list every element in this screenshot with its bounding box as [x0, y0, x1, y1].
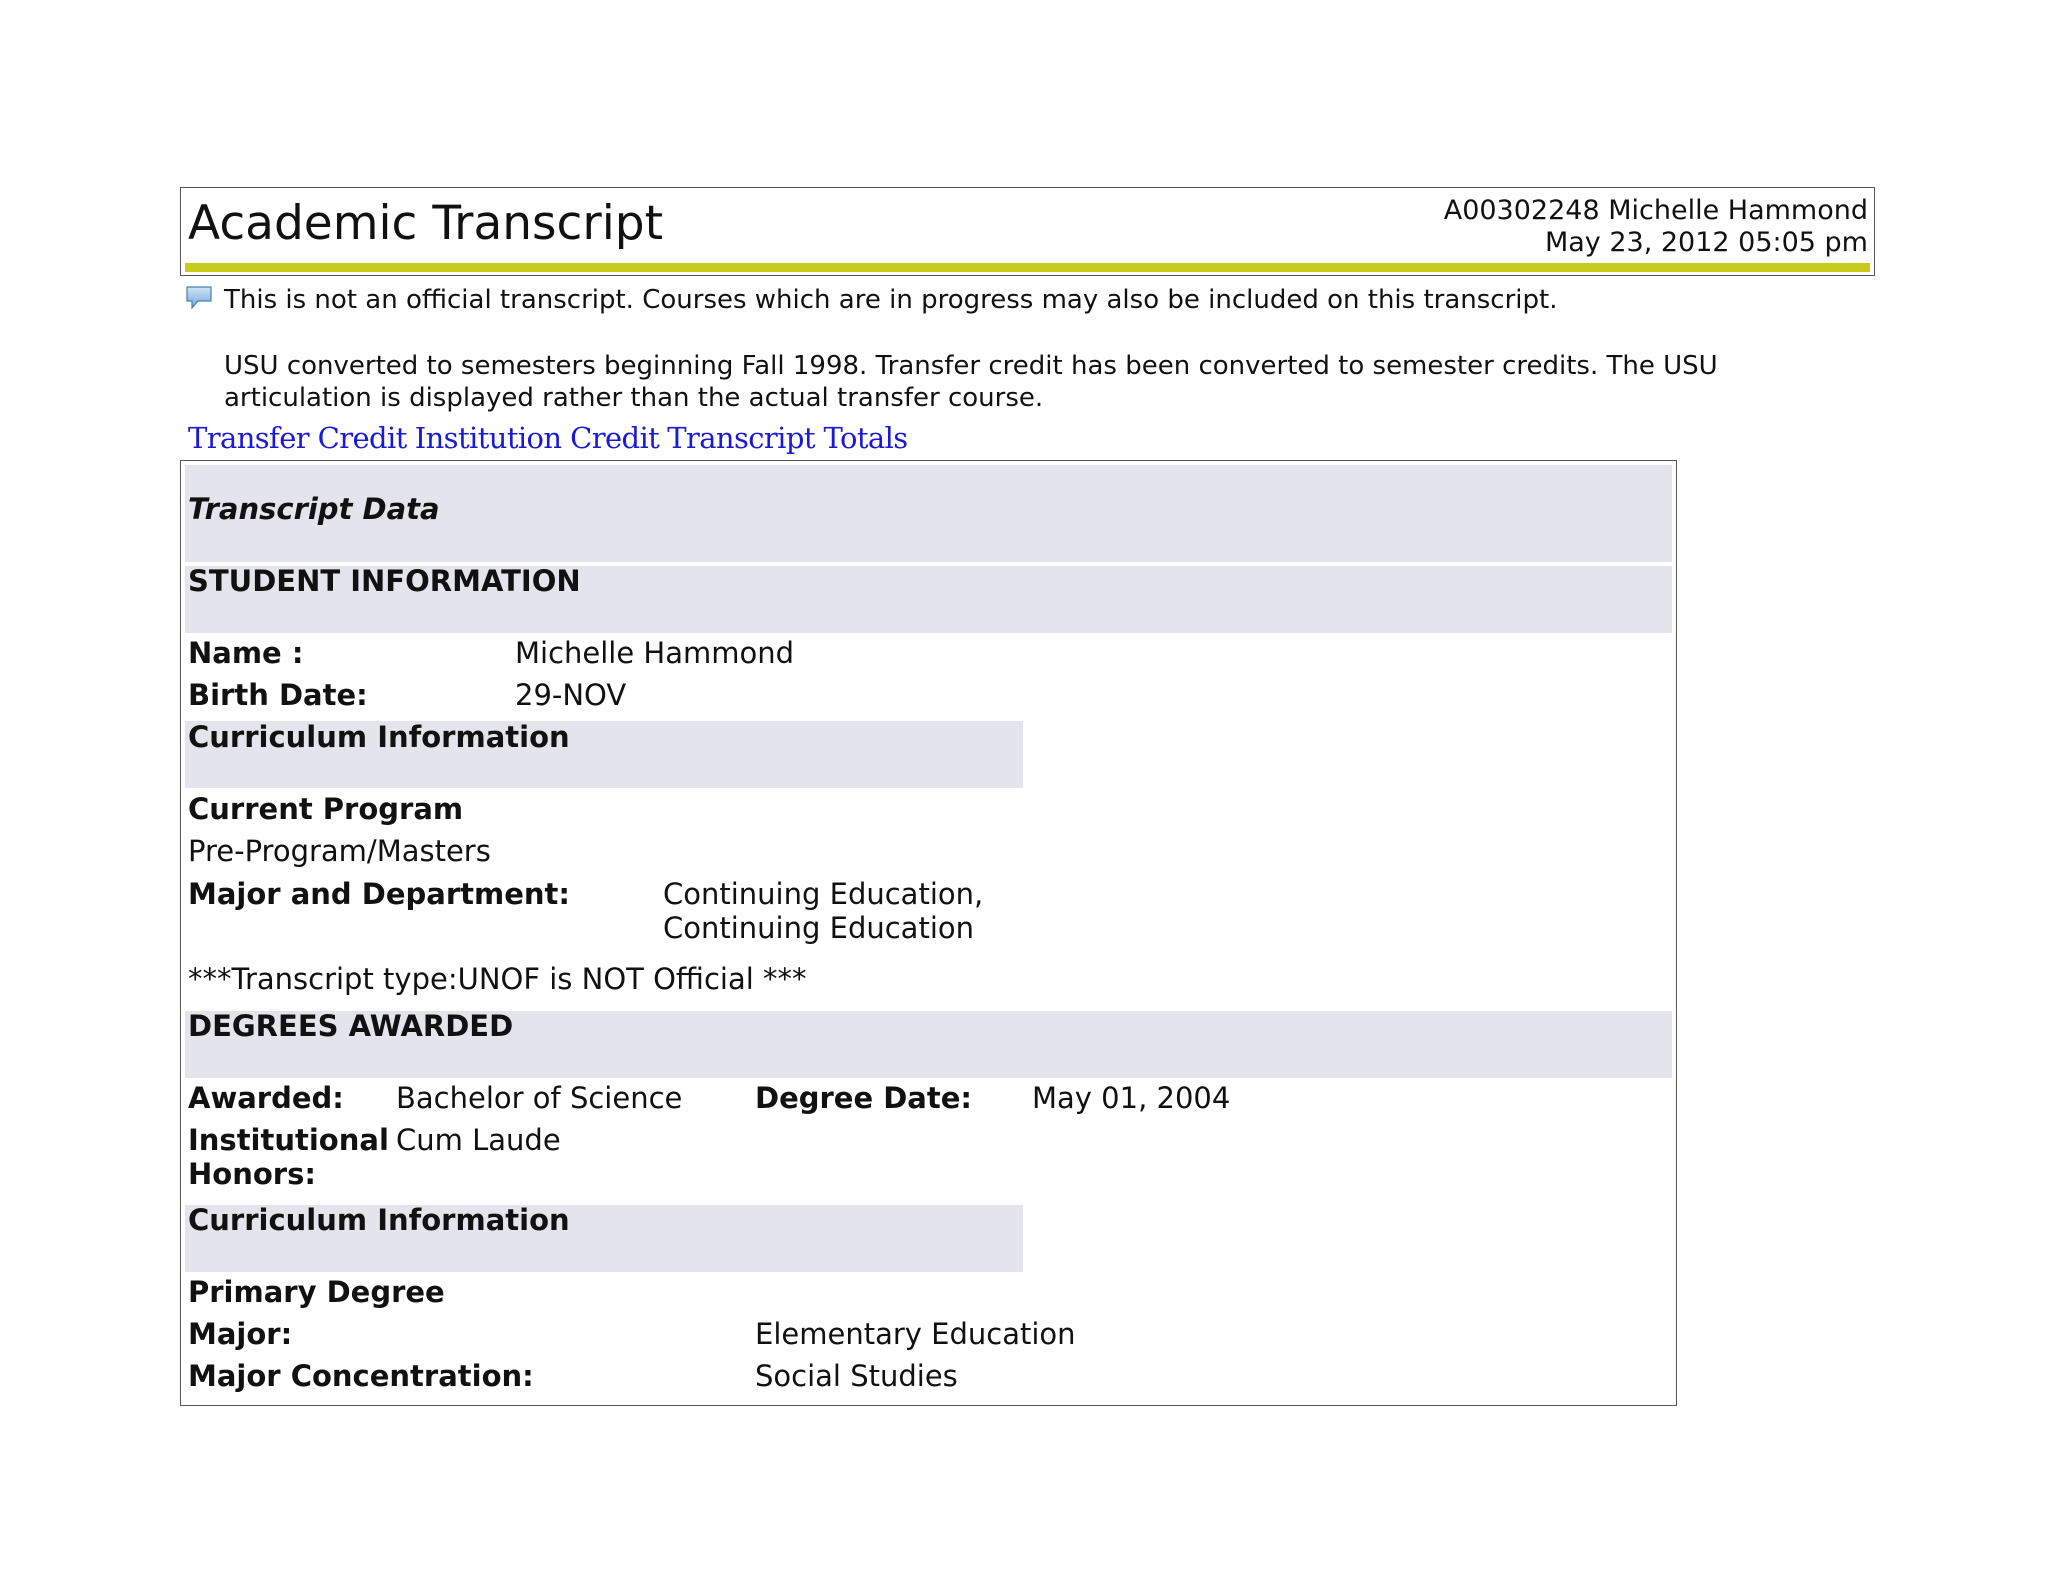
- transcript-type: ***Transcript type:UNOF is NOT Official ***: [188, 962, 807, 996]
- curriculum-heading: Curriculum Information: [188, 720, 570, 754]
- transcript-data-table: [180, 460, 1677, 1406]
- student-info-heading: STUDENT INFORMATION: [188, 564, 581, 598]
- notice-line: [180, 284, 1877, 316]
- transfer-credit-link[interactable]: Transfer Credit: [188, 421, 407, 455]
- institution-credit-link[interactable]: Institution Credit: [414, 421, 660, 455]
- major-department-value-1: Continuing Education,: [663, 877, 984, 911]
- info-line-2: articulation is displayed rather than the actual transfer course.: [224, 383, 1044, 413]
- transcript-header: [180, 187, 1875, 276]
- honors-label-1: Institutional: [188, 1123, 389, 1157]
- transcript-totals-link[interactable]: Transcript Totals: [667, 421, 908, 455]
- info-line-1: USU converted to semesters beginning Fall 1998. Transfer credit has been converted to semester credits. The USU: [224, 351, 1718, 381]
- student-id-name: A00302248 Michelle Hammond: [1443, 195, 1868, 226]
- degree-date-label: Degree Date:: [755, 1081, 973, 1115]
- degrees-awarded-heading: DEGREES AWARDED: [188, 1009, 514, 1043]
- section-title: Transcript Data: [188, 492, 440, 526]
- honors-label-2: Honors:: [188, 1157, 316, 1191]
- degree-curriculum-heading: Curriculum Information: [188, 1203, 570, 1237]
- header-meta: [1444, 195, 1868, 259]
- primary-degree-heading: Primary Degree: [188, 1275, 445, 1309]
- degree-major-value: Elementary Education: [755, 1317, 1076, 1351]
- birth-date-label: Birth Date:: [188, 678, 368, 712]
- birth-date-value: 29-NOV: [515, 678, 627, 712]
- transcript-page: [180, 187, 1877, 1406]
- transcript-nav: [188, 420, 1877, 456]
- degree-date-value: May 01, 2004: [1032, 1081, 1231, 1115]
- major-department-label: Major and Department:: [188, 877, 570, 911]
- awarded-label: Awarded:: [188, 1081, 344, 1115]
- degree-major-label: Major:: [188, 1317, 293, 1351]
- name-label: Name :: [188, 636, 304, 670]
- page-title: Academic Transcript: [188, 196, 664, 251]
- major-concentration-label: Major Concentration:: [188, 1359, 534, 1393]
- major-department-value-2: Continuing Education: [663, 911, 974, 945]
- header-accent-bar: [185, 263, 1870, 272]
- name-value: Michelle Hammond: [515, 636, 795, 670]
- semester-conversion-info: [224, 350, 1784, 414]
- current-program-heading: Current Program: [188, 792, 464, 826]
- generated-timestamp: May 23, 2012 05:05 pm: [1544, 227, 1868, 258]
- speech-bubble-icon: [186, 286, 212, 310]
- awarded-value: Bachelor of Science: [396, 1081, 683, 1115]
- current-program-value: Pre-Program/Masters: [188, 834, 491, 868]
- major-concentration-value: Social Studies: [755, 1359, 958, 1393]
- unofficial-notice: This is not an official transcript. Courses which are in progress may also be included on this transcript.: [224, 285, 1558, 315]
- honors-value: Cum Laude: [396, 1123, 561, 1157]
